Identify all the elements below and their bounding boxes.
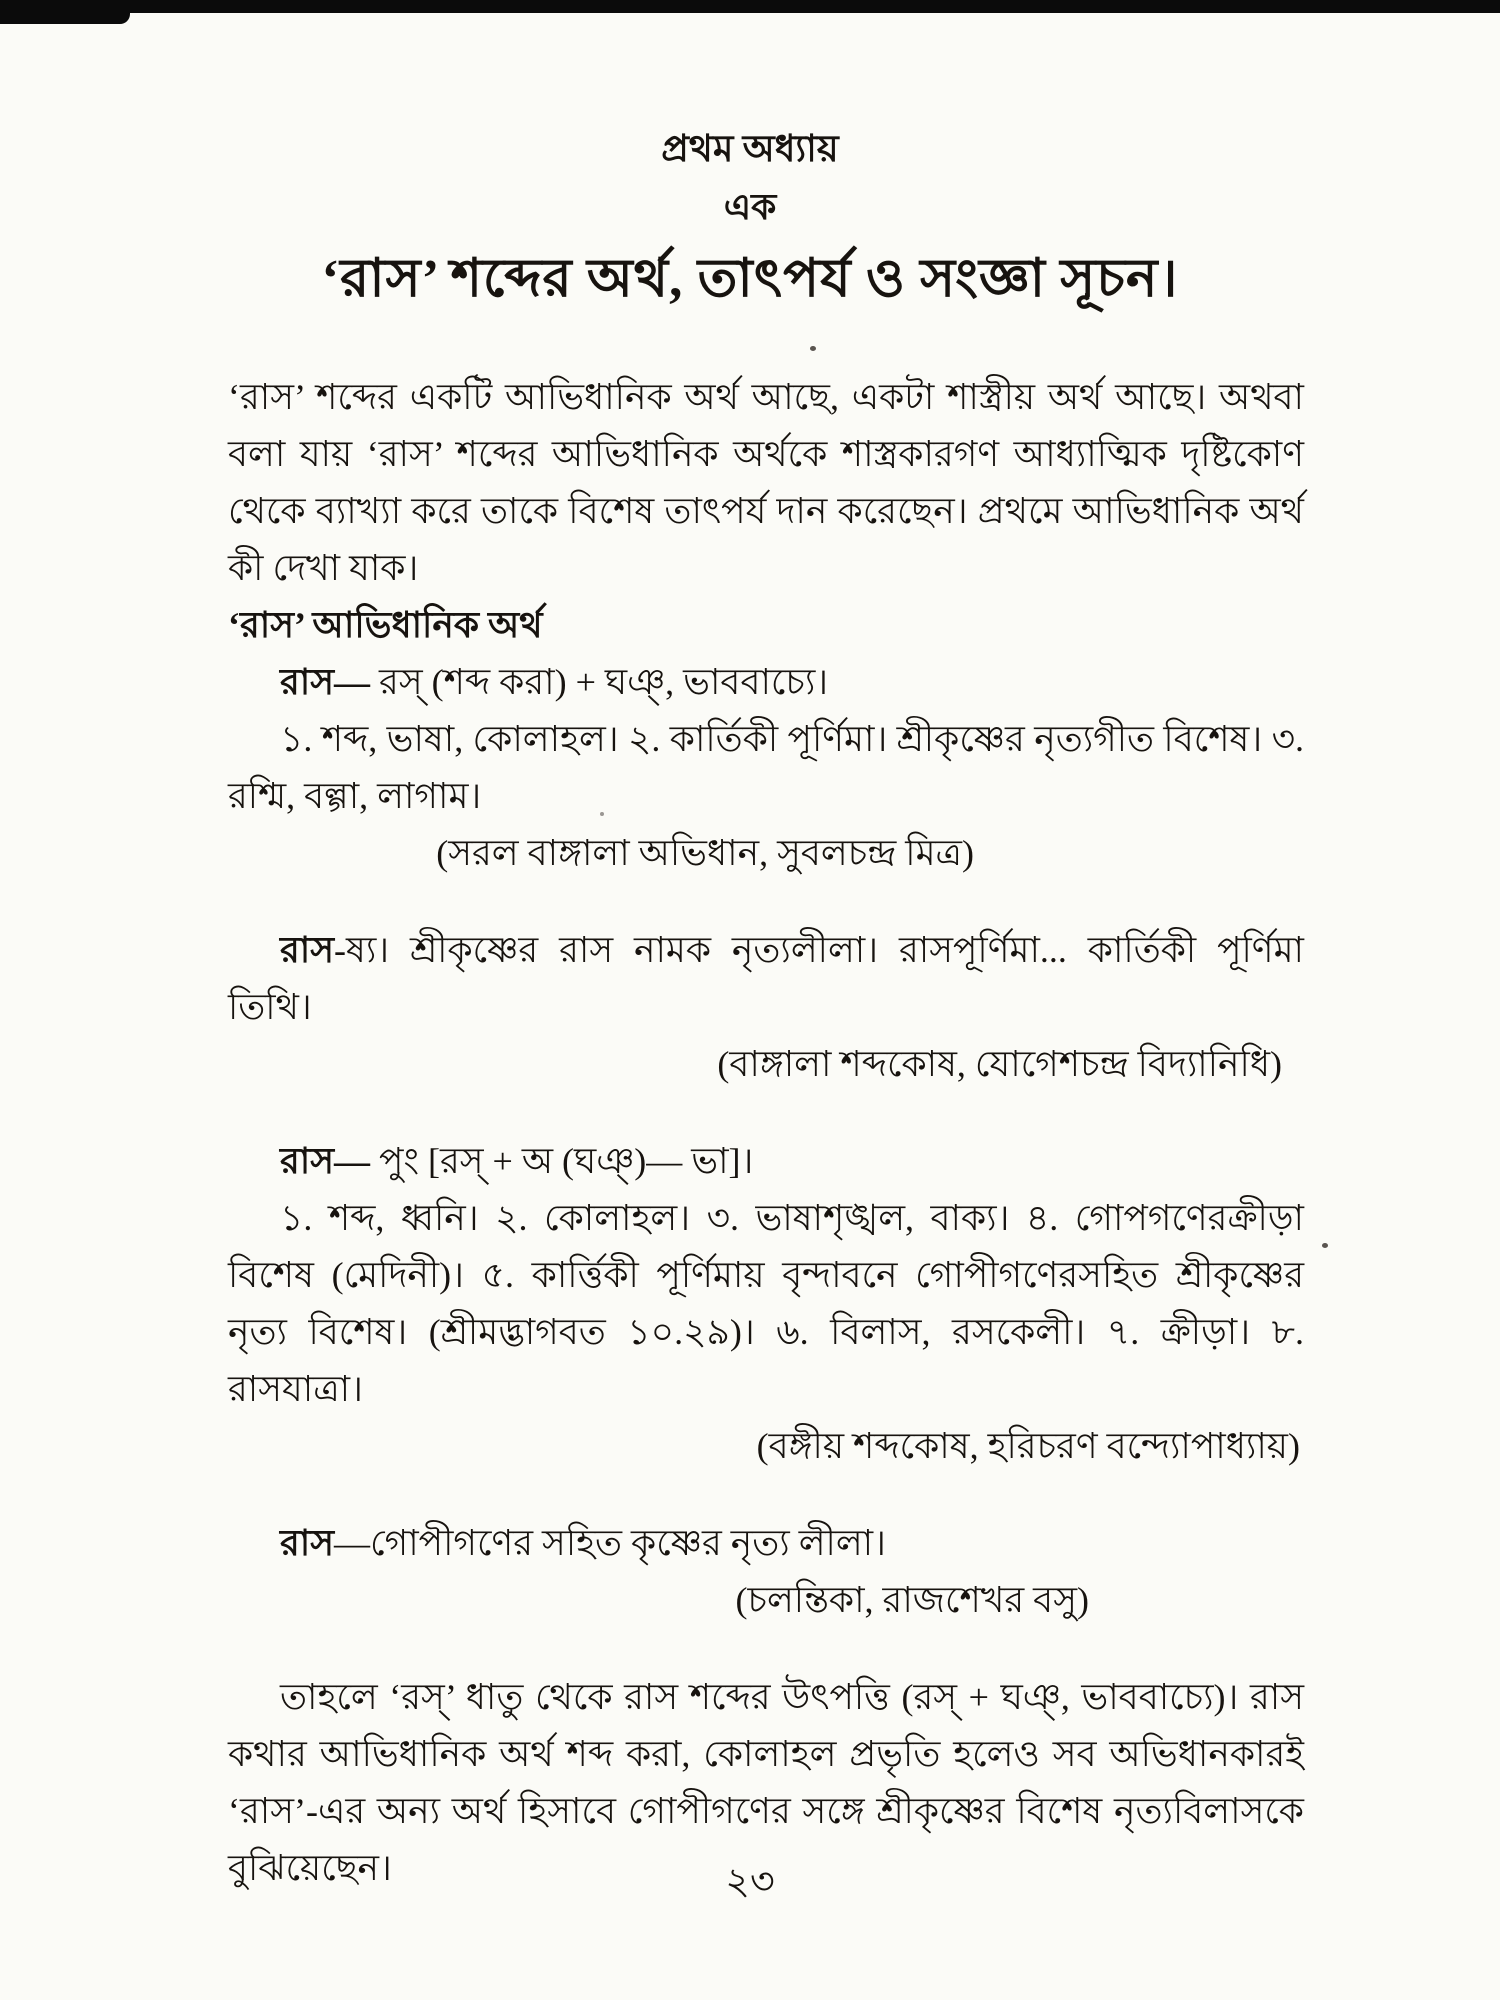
entry-2-source-citation: (বাঙ্গালা শব্দকোষ, যোগেশচন্দ্র বিদ্যানিধি): [717, 1044, 1282, 1085]
entry-1-source-citation: (সরল বাঙ্গালা অভিধান, সুবলচন্দ্র মিত্র): [436, 833, 974, 874]
entry-1-senses: ১. শব্দ, ভাষা, কোলাহল। ২. কার্তিকী পূর্ণিমা। শ্রীকৃষ্ণের নৃত্যগীত বিশেষ। ৩. রশ্মি, বল্গা, লাগাম।: [228, 719, 1304, 817]
section-number-heading: এক: [723, 187, 777, 228]
entry-3-headword: রাস—: [280, 1141, 371, 1182]
scan-artifact-top-left: [0, 0, 130, 24]
entry-4-source-citation: (চলন্তিকা, রাজশেখর বসু): [735, 1580, 1089, 1621]
entry-2-definition-text: -ষ্য। শ্রীকৃষ্ণের রাস নামক নৃত্যলীলা। রাসপূর্ণিমা... কার্তিকী পূর্ণিমা তিথি।: [228, 930, 1304, 1028]
scan-speck: [600, 812, 604, 816]
entry-3-senses: ১. শব্দ, ধ্বনি। ২. কোলাহল। ৩. ভাষাশৃঙ্খল, বাক্য। ৪. গোপগণেরক্রীড়া বিশেষ (মেদিনী)। ৫. কার্ত্তিকী পূর্ণিমায় বৃন্দাবনে গোপীগণেরসহিত শ্রীকৃষ্ণের নৃত্য বিশেষ। (শ্রীমদ্ভাগবত ১০.২৯)। ৬. বিলাস, রসকেলী। ৭. ক্রীড়া। ৮. রাসযাত্রা।: [228, 1198, 1304, 1410]
dictionary-entry-2: [228, 922, 1304, 1093]
closing-paragraph: তাহলে ‘রস্’ ধাতু থেকে রাস শব্দের উৎপত্তি (রস্ + ঘঞ্, ভাববাচ্যে)। রাস কথার আভিধানিক অর্থ শব্দ করা, কোলাহল প্রভৃতি হলেও সব অভিধানকারই ‘রাস’-এর অন্য অর্থ হিসাবে গোপীগণের সঙ্গে শ্রীকৃষ্ণের বিশেষ নৃত্যবিলাসকে বুঝিয়েছেন।: [228, 1677, 1304, 1889]
entry-3-definition-line: [228, 1133, 1304, 1190]
dictionary-entry-1: [228, 654, 1304, 882]
entry-4-definition-text: —গোপীগণের সহিত কৃষ্ণের নৃত্য লীলা।: [334, 1523, 886, 1564]
entry-1-definition-text: রস্ (শব্দ করা) + ঘঞ্, ভাববাচ্যে।: [370, 662, 829, 703]
page-title: ‘রাস’ শব্দের অর্থ, তাৎপর্য ও সংজ্ঞা সূচন।: [321, 249, 1179, 308]
entry-3-source-citation: (বঙ্গীয় শব্দকোষ, হরিচরণ বন্দ্যোপাধ্যায়): [756, 1426, 1300, 1467]
lexical-meaning-subheading: ‘রাস’ আভিধানিক অর্থ: [228, 605, 543, 646]
dictionary-entry-3: [228, 1133, 1304, 1475]
scan-artifact-top-edge: [0, 0, 1500, 13]
scan-speck: [1322, 1243, 1328, 1248]
dictionary-entry-4: [228, 1515, 1304, 1629]
chapter-heading: প্রথম অধ্যায়: [661, 129, 839, 170]
entry-3-definition-text: পুং [রস্ + অ (ঘঞ্)— ভা]।: [370, 1141, 754, 1182]
page-body: [228, 369, 1304, 1897]
entry-2-headword: রাস: [280, 930, 335, 971]
page-header: [0, 0, 1500, 311]
entry-4-definition-line: [228, 1515, 1304, 1572]
entry-1-definition-line: [228, 654, 1304, 711]
entry-1-headword: রাস—: [280, 662, 371, 703]
scan-speck: [810, 346, 816, 351]
entry-4-headword: রাস: [280, 1523, 335, 1564]
page-number: ২৩: [725, 1861, 775, 1903]
entry-2-definition-line: [228, 922, 1304, 1036]
intro-paragraph: ‘রাস’ শব্দের একটি আভিধানিক অর্থ আছে, একটা শাস্ত্রীয় অর্থ আছে। অথবা বলা যায় ‘রাস’ শব্দের আভিধানিক অর্থকে শাস্ত্রকারগণ আধ্যাত্মিক দৃষ্টিকোণ থেকে ব্যাখ্যা করে তাকে বিশেষ তাৎপর্য দান করেছেন। প্রথমে আভিধানিক অর্থ কী দেখা যাক।: [228, 377, 1304, 589]
